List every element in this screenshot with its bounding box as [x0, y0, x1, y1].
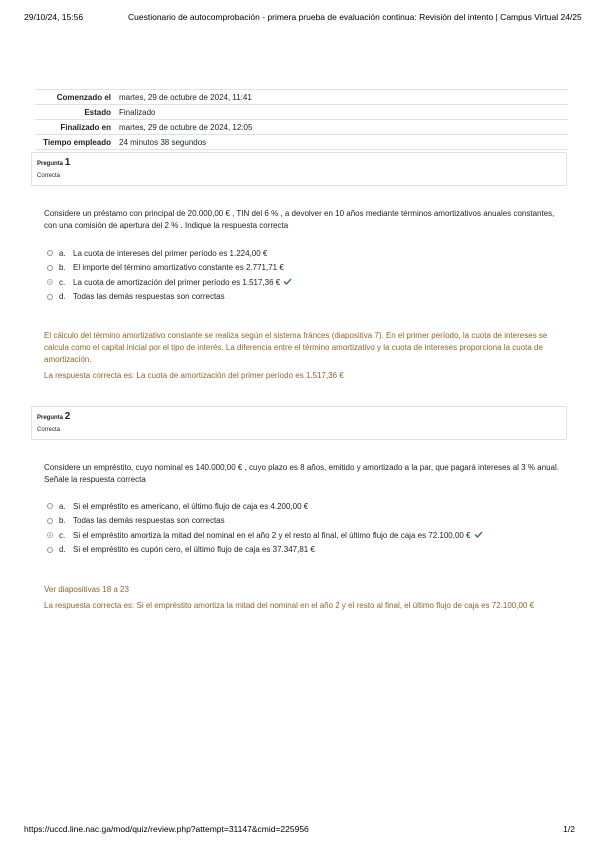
right-answer: La respuesta correcta es: Si el empréstito amortiza la mitad del nominal en el año 2 y el resto al final, el último flujo de caja es 72.100,00 € — [44, 601, 535, 610]
print-page-title: Cuestionario de autocomprobación - primera prueba de evaluación continua: Revisión del intento | Campus Virtual 24/25 — [128, 12, 582, 22]
print-url: https://uccd.line.nac.ga/mod/quiz/review.php?attempt=31147&cmid=225956 — [24, 824, 309, 834]
radio-button-selected[interactable] — [47, 532, 53, 538]
question-state: Correcta — [37, 173, 61, 179]
answer-letter: d. — [59, 292, 66, 302]
summary-label: Comenzado el — [35, 90, 115, 105]
answer-option[interactable] — [47, 261, 567, 276]
summary-label: Estado — [35, 105, 115, 120]
question-state: Correcta — [37, 427, 61, 433]
question-text: Considere un préstamo con principal de 20.000,00 € , TIN del 6 % , a devolver en 10 años mediante términos amortizativos anuales constantes, con una comisión de apertura del 2 % . Indique la respuesta correcta — [44, 209, 555, 230]
answer-text: El importe del término amortizativo constante es 2.771,71 € — [73, 263, 284, 273]
answer-letter: a. — [59, 501, 66, 511]
summary-row — [35, 105, 568, 120]
answer-option[interactable] — [47, 290, 567, 305]
summary-value: Finalizado — [115, 105, 568, 120]
summary-row — [35, 135, 568, 150]
radio-button[interactable] — [47, 547, 53, 553]
question-number-value: 1 — [64, 157, 71, 168]
answer-letter: d. — [59, 545, 66, 555]
answer-text: La cuota de amortización del primer período es 1.517,36 € — [73, 277, 281, 287]
summary-value: martes, 29 de octubre de 2024, 12:05 — [115, 120, 568, 135]
right-answer: La respuesta correcta es: La cuota de amortización del primer período es 1.517,36 € — [44, 371, 344, 380]
answer-list — [47, 499, 567, 557]
answer-letter: b. — [59, 263, 66, 273]
answer-option[interactable] — [47, 275, 567, 290]
summary-label: Tiempo empleado — [35, 135, 115, 150]
summary-value: 24 minutos 38 segundos — [115, 135, 568, 150]
radio-button[interactable] — [47, 250, 53, 256]
answer-text: Todas las demás respuestas son correctas — [73, 292, 225, 302]
print-date: 29/10/24, 15:56 — [24, 12, 84, 22]
general-feedback: El cálculo del término amortizativo constante se realiza según el sistema fránces (diapositiva 7). En el primer período, la cuota de intereses se calcula como el capital inicial por el tipo de interés. La diferencia entre el término amortizativo y la cuota de intereses proporciona la cuota de amortización. — [44, 331, 548, 364]
answer-option[interactable] — [47, 499, 567, 514]
answer-text: La cuota de intereses del primer período es 1.224,00 € — [73, 248, 268, 258]
radio-button[interactable] — [47, 265, 53, 271]
answer-text: Todas las demás respuestas son correctas — [73, 516, 225, 526]
answer-letter: c. — [59, 530, 66, 540]
answer-option[interactable] — [47, 514, 567, 529]
answer-letter: a. — [59, 248, 66, 258]
page-number: 1/2 — [563, 824, 575, 834]
question-number-value: 2 — [64, 411, 71, 422]
question-text: Considere un empréstito, cuyo nominal es 140.000,00 € , cuyo plazo es 8 años, emitido y amortizado a la par, que pagará intereses al 3 % anual. Señale la respuesta correcta — [44, 463, 559, 484]
answer-list — [47, 246, 567, 304]
radio-button-selected[interactable] — [47, 279, 53, 285]
answer-text: Si el empréstito es cupón cero, el último flujo de caja es 37.347,81 € — [73, 545, 315, 555]
summary-label: Finalizado en — [35, 120, 115, 135]
radio-button[interactable] — [47, 294, 53, 300]
check-icon — [283, 278, 292, 287]
attempt-summary-table — [35, 89, 568, 150]
question-info-box — [31, 406, 567, 440]
answer-text: Si el empréstito amortiza la mitad del nominal en el año 2 y el resto al final, el último flujo de caja es 72.100,00 € — [73, 530, 471, 540]
question-info-box — [31, 152, 567, 186]
radio-button[interactable] — [47, 503, 53, 509]
question-label: Pregunta — [37, 161, 64, 167]
radio-button[interactable] — [47, 518, 53, 524]
question-number — [37, 157, 70, 168]
question-label: Pregunta — [37, 415, 64, 421]
answer-option[interactable] — [47, 246, 567, 261]
summary-row — [35, 120, 568, 135]
summary-row — [35, 90, 568, 105]
answer-letter: b. — [59, 516, 66, 526]
question-number — [37, 411, 70, 422]
answer-option[interactable] — [47, 528, 567, 543]
answer-letter: c. — [59, 277, 66, 287]
general-feedback: Ver diapositivas 18 a 23 — [44, 585, 129, 594]
check-icon — [474, 531, 483, 540]
summary-value: martes, 29 de octubre de 2024, 11:41 — [115, 90, 568, 105]
answer-option[interactable] — [47, 543, 567, 558]
answer-text: Si el empréstito es americano, el último flujo de caja es 4.200,00 € — [73, 501, 309, 511]
